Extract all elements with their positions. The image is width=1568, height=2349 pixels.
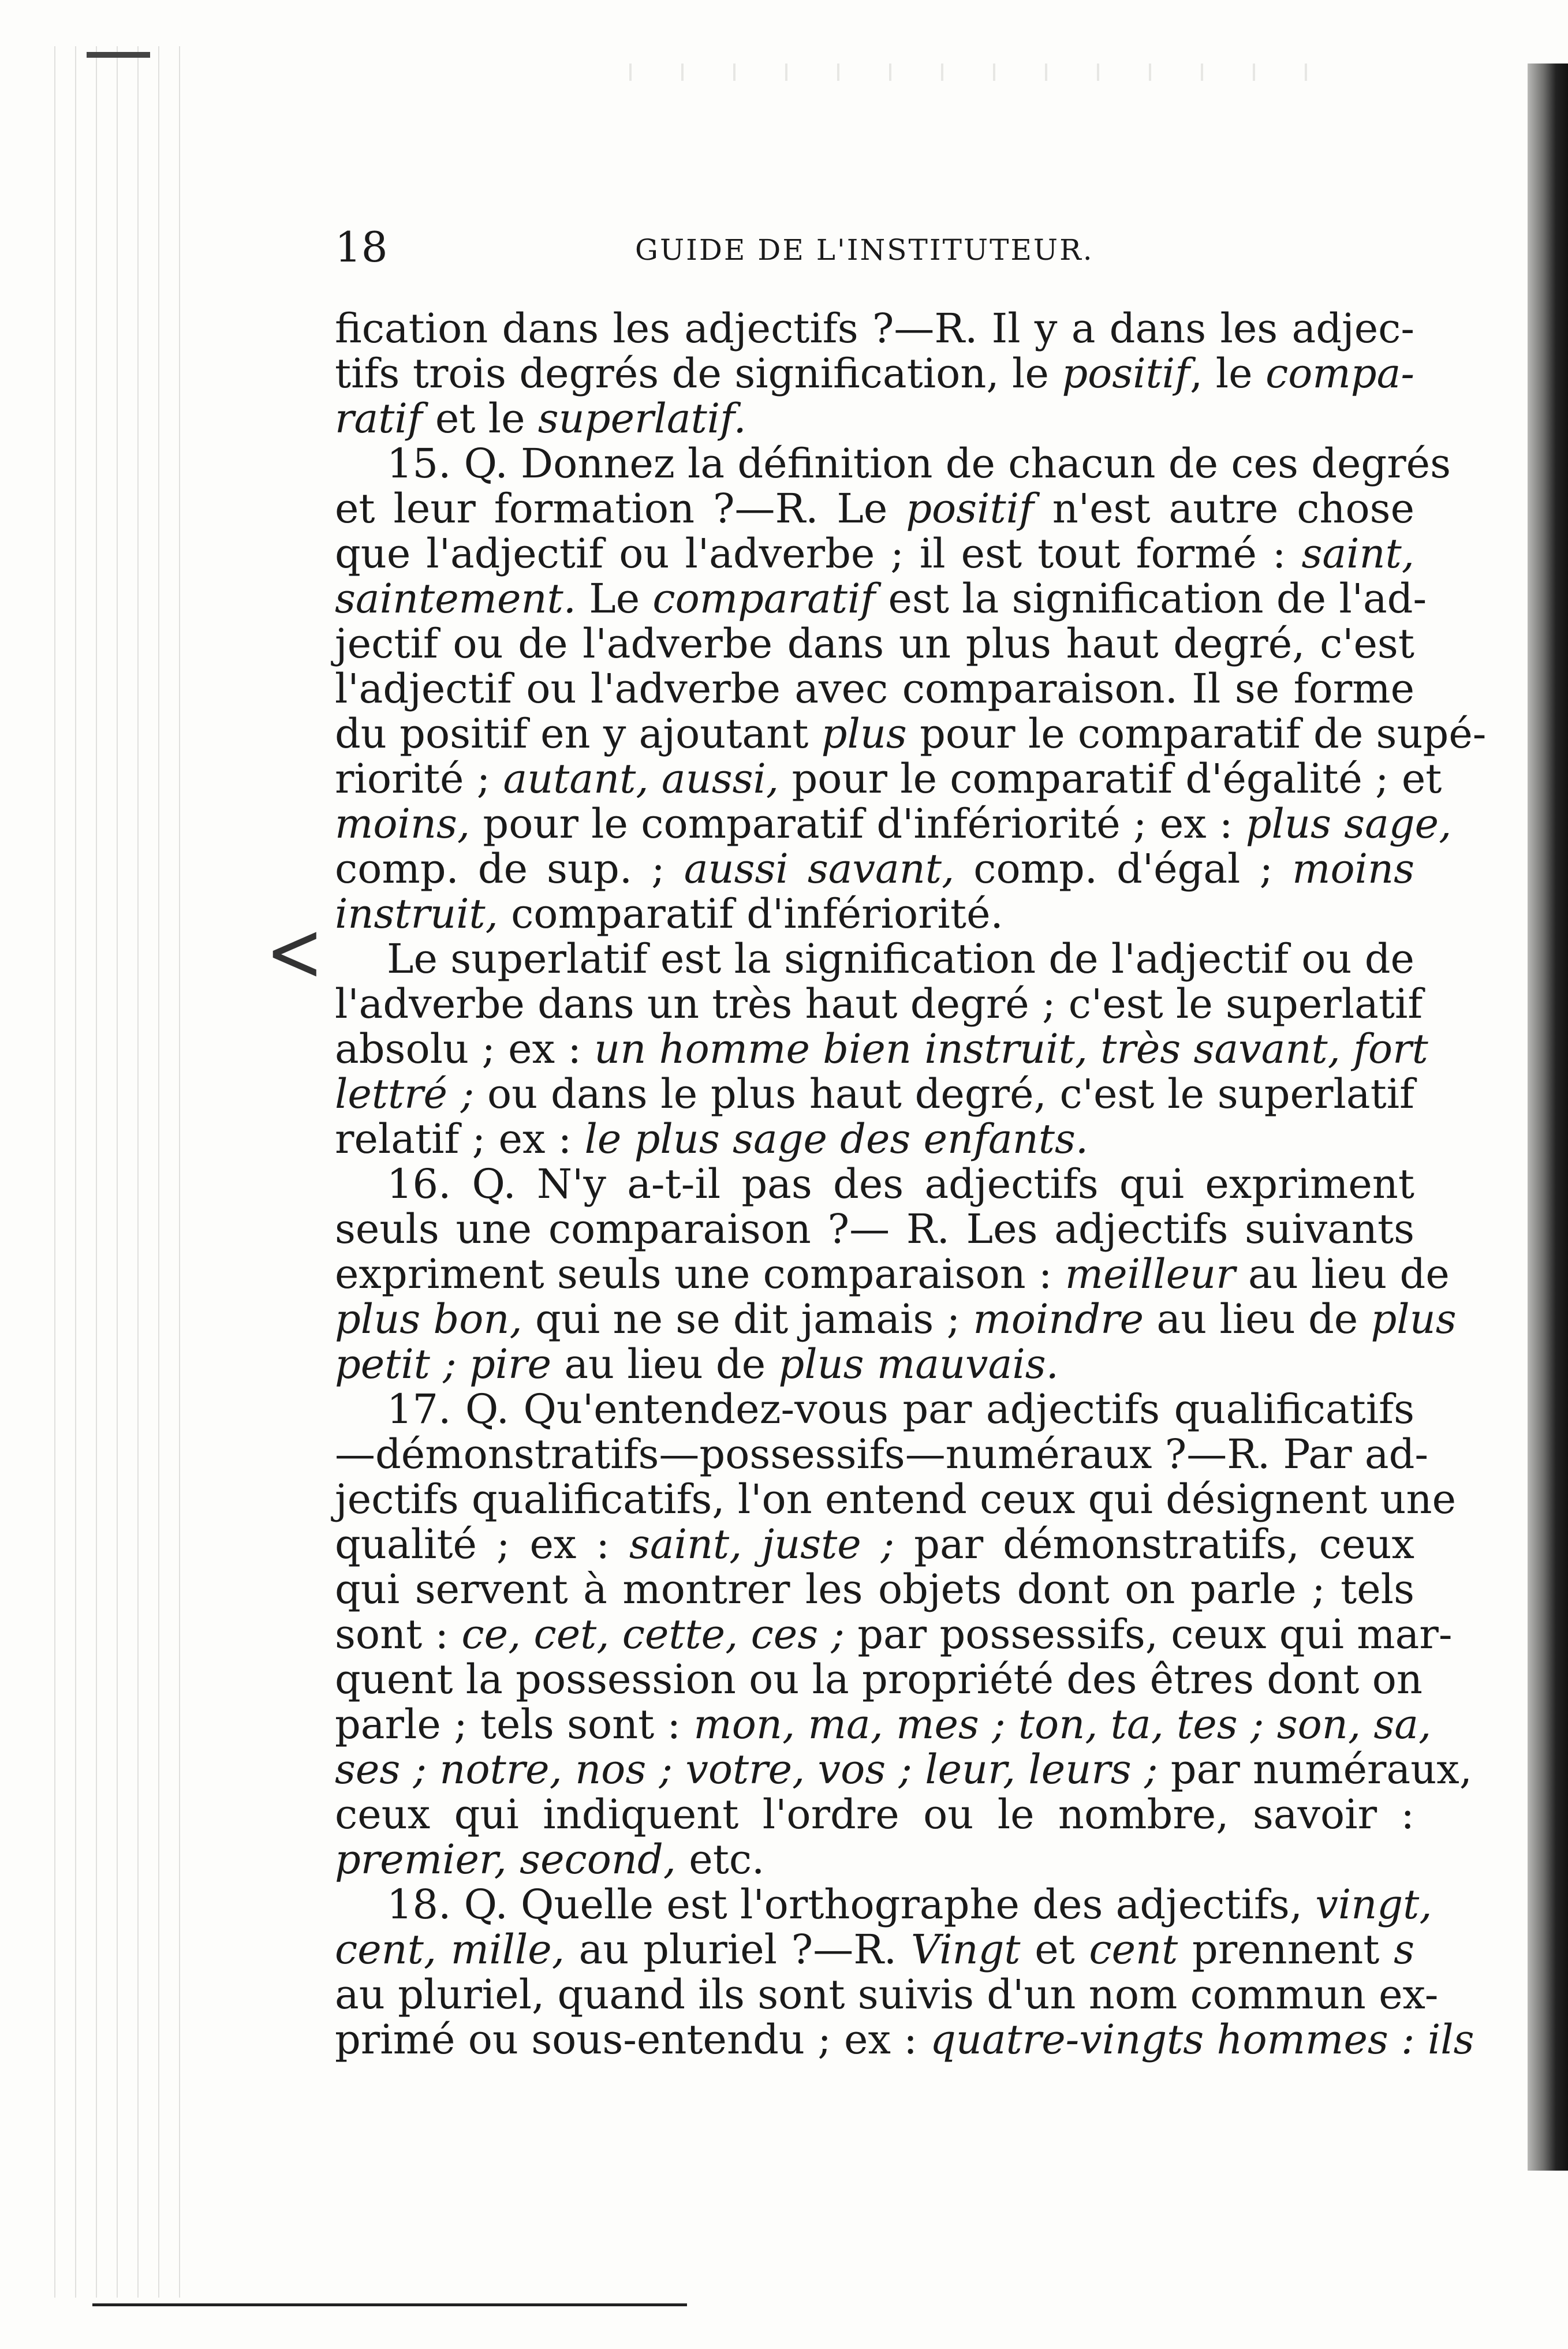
italic-text: plus sage, <box>1245 800 1452 847</box>
italic-text: ses ; notre, nos ; votre, vos ; leur, leurs ; <box>335 1746 1158 1793</box>
text-run: 18. Q. Quelle est l'orthographe des adjectifs, <box>387 1881 1316 1928</box>
text-run: que l'adjectif ou l'adverbe ; il est tout formé : <box>335 530 1302 577</box>
italic-text: vingt, <box>1315 1881 1432 1928</box>
text-run: primé ou sous-entendu ; ex : <box>335 2016 931 2063</box>
text-run: sont : <box>335 1611 462 1658</box>
italic-text: ce, cet, cette, ces ; <box>461 1611 845 1658</box>
text-line <box>335 1431 1429 1478</box>
page-number: 18 <box>335 223 388 271</box>
text-line <box>335 396 1414 441</box>
italic-text: moins <box>1292 845 1414 892</box>
text-run: —démonstratifs—possessifs—numéraux ?—R. Par ad- <box>335 1431 1429 1478</box>
text-run: pour le comparatif d'égalité ; et <box>779 755 1442 802</box>
text-line <box>335 1792 1414 1837</box>
text-run: au lieu de <box>1235 1250 1450 1298</box>
text-line <box>335 575 1427 622</box>
text-run: absolu ; ex : <box>335 1025 595 1073</box>
italic-text: plus bon, <box>335 1295 522 1343</box>
text-run: et le <box>422 395 538 442</box>
text-run: 16. Q. N'y a-t-il pas des adjectifs qui expriment <box>387 1160 1414 1208</box>
running-head: GUIDE DE L'INSTITUTEUR. <box>635 233 1094 267</box>
text-run: au pluriel, quand ils sont suivis d'un nom commun ex- <box>335 1971 1439 2018</box>
text-run: est la signification de l'ad- <box>875 575 1427 622</box>
text-run: fication dans les adjectifs ?—R. Il y a dans les adjec- <box>335 305 1414 352</box>
italic-text: positif <box>906 485 1034 532</box>
text-line <box>335 891 1414 936</box>
book-spine-shadow <box>1528 64 1568 2171</box>
margin-mark: < <box>266 904 324 1000</box>
text-run: riorité ; <box>335 755 503 802</box>
text-run: 17. Q. Qu'entendez-vous par adjectifs qualificatifs <box>387 1386 1414 1433</box>
text-line <box>335 1837 1414 1882</box>
text-run: , le <box>1190 350 1266 397</box>
italic-text: saintement. <box>335 575 576 622</box>
italic-text: compa- <box>1265 350 1414 397</box>
text-line <box>335 1295 1457 1343</box>
left-page-edge <box>46 46 185 2298</box>
italic-text: instruit, <box>335 890 498 938</box>
text-run: seuls une comparaison ?— R. Les adjectifs suivants <box>335 1205 1414 1253</box>
italic-text: lettré ; <box>335 1070 475 1118</box>
text-run: etc. <box>676 1836 765 1883</box>
text-run: Le <box>576 575 653 622</box>
text-line <box>335 1881 1432 1928</box>
italic-text: le plus sage des enfants. <box>584 1115 1089 1163</box>
italic-text: autant, aussi, <box>503 755 779 802</box>
text-run: qui ne se dit jamais ; <box>522 1295 973 1343</box>
text-line <box>335 1746 1473 1793</box>
text-line <box>335 846 1414 891</box>
text-line <box>335 710 1487 757</box>
text-line <box>335 1611 1453 1658</box>
text-line <box>335 936 1414 981</box>
text-run: l'adjectif ou l'adverbe avec comparaison. Il se forme <box>335 665 1414 712</box>
italic-text: aussi savant, <box>684 845 955 892</box>
italic-text: cent, mille, <box>335 1926 565 1973</box>
text-run: prennent <box>1178 1926 1394 1973</box>
text-run: ou dans le plus haut degré, c'est le superlatif <box>474 1070 1414 1118</box>
text-run: comparatif d'infériorité. <box>498 890 1003 938</box>
text-run: tifs trois degrés de signification, le <box>335 350 1062 397</box>
italic-text: petit ; pire <box>335 1340 552 1388</box>
italic-text: comparatif <box>652 575 876 622</box>
text-line <box>335 1387 1414 1432</box>
text-run: par démonstratifs, ceux <box>894 1521 1414 1568</box>
italic-text: moindre <box>973 1295 1144 1343</box>
italic-text: mon, ma, mes ; ton, ta, tes ; son, sa, <box>693 1701 1432 1748</box>
text-line <box>335 1522 1414 1567</box>
text-line <box>335 1971 1439 2018</box>
text-run: et leur formation ?—R. Le <box>335 485 906 532</box>
text-run: parle ; tels sont : <box>335 1701 694 1748</box>
text-line <box>335 666 1414 711</box>
bottom-rule <box>92 2303 687 2306</box>
left-edge-mark <box>87 52 150 58</box>
text-line <box>335 800 1452 847</box>
italic-text: positif <box>1062 350 1190 397</box>
italic-text: cent <box>1089 1926 1178 1973</box>
text-line <box>335 1342 1414 1387</box>
text-run: jectifs qualificatifs, l'on entend ceux qui désignent une <box>335 1476 1457 1523</box>
text-run: au lieu de <box>1144 1295 1371 1343</box>
text-run: comp. de sup. ; <box>335 845 684 892</box>
text-run: pour le comparatif d'infériorité ; ex : <box>470 800 1246 847</box>
text-line <box>335 2016 1474 2063</box>
page-header <box>335 224 1432 270</box>
text-run: et <box>1020 1926 1089 1973</box>
text-line <box>335 1162 1414 1207</box>
text-run: n'est autre chose <box>1033 485 1415 532</box>
text-run: quent la possession ou la propriété des êtres dont on <box>335 1656 1423 1703</box>
text-run: Le superlatif est la signification de l'adjectif ou de <box>387 935 1414 983</box>
text-run: ceux qui indiquent l'ordre ou le nombre, savoir : <box>335 1791 1414 1838</box>
text-line <box>335 755 1442 802</box>
italic-text: superlatif. <box>537 395 746 442</box>
text-line <box>335 1656 1423 1703</box>
text-line <box>335 351 1414 396</box>
text-line <box>335 1025 1428 1073</box>
italic-text: plus mauvais. <box>778 1340 1059 1388</box>
text-run: qualité ; ex : <box>335 1521 629 1568</box>
text-run: par numéraux, <box>1158 1746 1473 1793</box>
italic-text: premier, second, <box>335 1836 677 1883</box>
italic-text: s <box>1394 1926 1415 1973</box>
text-line <box>335 1476 1457 1523</box>
italic-text: meilleur <box>1065 1250 1235 1298</box>
italic-text: quatre-vingts hommes : ils <box>930 2016 1474 2063</box>
text-run: par possessifs, ceux qui mar- <box>844 1611 1453 1658</box>
italic-text: moins, <box>335 800 471 847</box>
text-run: l'adverbe dans un très haut degré ; c'est le superlatif <box>335 980 1423 1028</box>
text-run: du positif en y ajoutant <box>335 710 822 757</box>
text-line <box>335 1250 1450 1298</box>
text-run: relatif ; ex : <box>335 1115 585 1163</box>
text-line <box>335 1701 1432 1748</box>
text-line <box>335 1207 1414 1252</box>
text-line <box>335 1567 1414 1612</box>
italic-text: plus <box>1371 1295 1457 1343</box>
italic-text: ratif <box>335 395 423 442</box>
text-line <box>335 440 1451 487</box>
text-line <box>335 621 1414 666</box>
text-line <box>335 980 1423 1028</box>
text-run: pour le comparatif de supé- <box>906 710 1487 757</box>
italic-text: saint, juste ; <box>629 1521 895 1568</box>
body-text <box>335 305 1487 2063</box>
text-run: au lieu de <box>551 1340 779 1388</box>
text-line <box>335 486 1414 531</box>
text-run: qui servent à montrer les objets dont on parle ; tels <box>335 1566 1414 1613</box>
text-line <box>335 1116 1414 1162</box>
text-run: expriment seuls une comparaison : <box>335 1250 1065 1298</box>
text-run: jectif ou de l'adverbe dans un plus haut degré, c'est <box>335 620 1414 667</box>
italic-text: un homme bien instruit, très savant, fort <box>594 1025 1428 1073</box>
text-line <box>335 531 1414 576</box>
text-run: 15. Q. Donnez la définition de chacun de ces degrés <box>387 440 1451 487</box>
text-run: au pluriel ?—R. <box>564 1926 911 1973</box>
italic-text: plus <box>821 710 907 757</box>
italic-text: Vingt <box>910 1926 1021 1973</box>
text-line <box>335 306 1414 351</box>
scan-speckle <box>606 64 1357 81</box>
italic-text: saint, <box>1301 530 1414 577</box>
text-run: comp. d'égal ; <box>954 845 1293 892</box>
text-line <box>335 1071 1414 1116</box>
text-line <box>335 1927 1414 1972</box>
